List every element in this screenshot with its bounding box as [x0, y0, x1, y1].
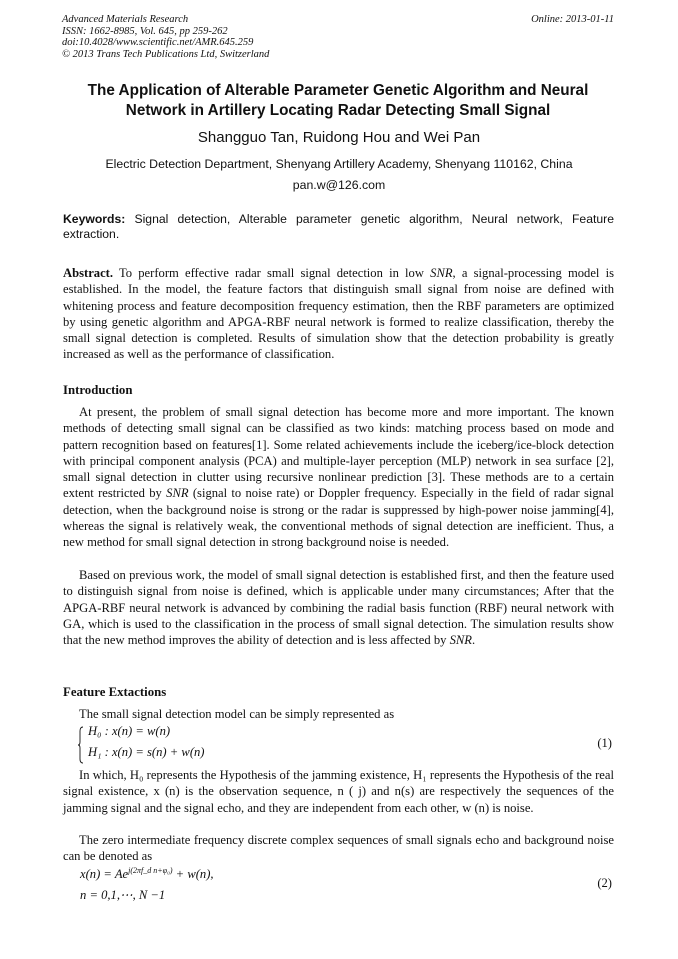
- equation-brace: [78, 726, 84, 764]
- paper-authors: Shangguo Tan, Ruidong Hou and Wei Pan: [197, 129, 481, 146]
- intro-p2-text-a: Based on previous work, the model of small signal detection is established first, and then the feature used to distinguish signal from noise is defined, which is applicable under many circumstances; After that the APGA-RBF neural network is advanced by combining the radial basis function (RBF) neural network with GA, which is used to the classification in the process of small signal detection. The simulation results show that the new method improves the ability of detection and is less affected by: [63, 568, 614, 648]
- introduction-paragraph-2: [63, 567, 614, 648]
- online-date: Online: 2013-01-11: [531, 14, 614, 25]
- abstract-label: Abstract.: [63, 266, 114, 280]
- journal-header: [62, 14, 269, 60]
- equation-2-line-1: [80, 866, 214, 882]
- eq2-rhs: + w(n),: [175, 867, 214, 882]
- features-intro: The small signal detection model can be simply represented as: [79, 707, 395, 721]
- abstract-snr: SNR: [430, 266, 453, 280]
- journal-doi: doi:10.4028/www.scientific.net/AMR.645.259: [62, 37, 254, 48]
- paper-affiliation: Electric Detection Department, Shenyang Artillery Academy, Shenyang 110162, China: [105, 157, 573, 171]
- journal-name: Advanced Materials Research: [62, 14, 189, 25]
- abstract-text-1: To perform effective radar small signal detection in low: [118, 266, 424, 280]
- intro-p1-text-a: At present, the problem of small signal detection has become more and more important. The known methods of detecting small signal can be classified as two kinds: matching process based on mode and pattern recognition based on features[1]. Some related achievements include the iceberg/ice-block detection with principal component analysis (PCA) and multiple-layer perception (MLP) network in sea surface [2], small signal detection in clutter using recursive nonlinear prediction [3]. These methods are to a certain extent restricted by: [63, 405, 614, 501]
- intro-p2-text-b: .: [471, 633, 476, 648]
- abstract: [63, 265, 614, 363]
- eq2-lhs: x(n) = Ae: [80, 867, 129, 882]
- introduction-paragraph-1: [63, 404, 614, 551]
- paper-title: The Application of Alterable Parameter Genetic Algorithm and Neural Network in Artillery Locating Radar Detecting Small Signal: [87, 82, 589, 119]
- keywords-text: Signal detection, Alterable parameter genetic algorithm, Neural network, Feature extraction.: [63, 212, 614, 241]
- equation-1-line-2: H₁ : x(n) = s(n) + w(n): [88, 745, 205, 759]
- intro-p1-snr: SNR: [166, 486, 189, 501]
- features-paragraph-1: In which, H₀ represents the Hypothesis of the jamming existence, H₁ represents the Hypothesis of the real signal existence, x (n) is the observation sequence, n ( j) and n(s) are respectively the sequences of the jamming signal and the signal echo, and they are independent from each other, w (n) is noise.: [63, 768, 614, 815]
- equation-2-line-2: n = 0,1,⋯, N −1: [80, 888, 166, 902]
- equation-1-number: (1): [597, 736, 612, 750]
- abstract-text-2: , a signal-processing model is established. In the model, the feature factors that distinguish small signal from noise are defined with whitening process and feature decomposition frequency estimation, then the RBF parameters are optimized by using genetic algorithm and APGA-RBF neural network is formed to realize classification, thereby the small signal detection is completed. Results of simulation show that the detection probability is greatly increased as well as the performance of classification.: [63, 266, 614, 362]
- features-paragraph-2: The zero intermediate frequency discrete complex sequences of small signals echo and background noise can be denoted as: [63, 833, 614, 864]
- features-heading: Feature Extactions: [63, 685, 167, 699]
- intro-p2-snr: SNR: [449, 633, 472, 648]
- journal-issn: ISSN: 1662-8985, Vol. 645, pp 259-262: [62, 25, 228, 37]
- keywords-label: Keywords:: [63, 212, 126, 226]
- eq2-exponent: j(2πf_d n+φ₀): [128, 866, 173, 875]
- journal-copyright: © 2013 Trans Tech Publications Ltd, Switzerland: [62, 48, 270, 60]
- author-email[interactable]: pan.w@126.com: [292, 178, 386, 192]
- keywords: [63, 212, 614, 242]
- equation-1-line-1: H₀ : x(n) = w(n): [88, 724, 171, 738]
- equation-2-number: (2): [597, 876, 612, 890]
- introduction-heading: Introduction: [63, 383, 133, 397]
- intro-p1-text-b: (signal to noise rate) or Doppler frequency. Especially in the field of radar signal detection, when the background noise is strong or the radar is suppressed by high-power noise jamming[4], whereas the signal is relatively weak, the conventional methods of signal detection are inefficient. Thus, a new method for small signal detection in strong background noise is needed.: [63, 486, 615, 550]
